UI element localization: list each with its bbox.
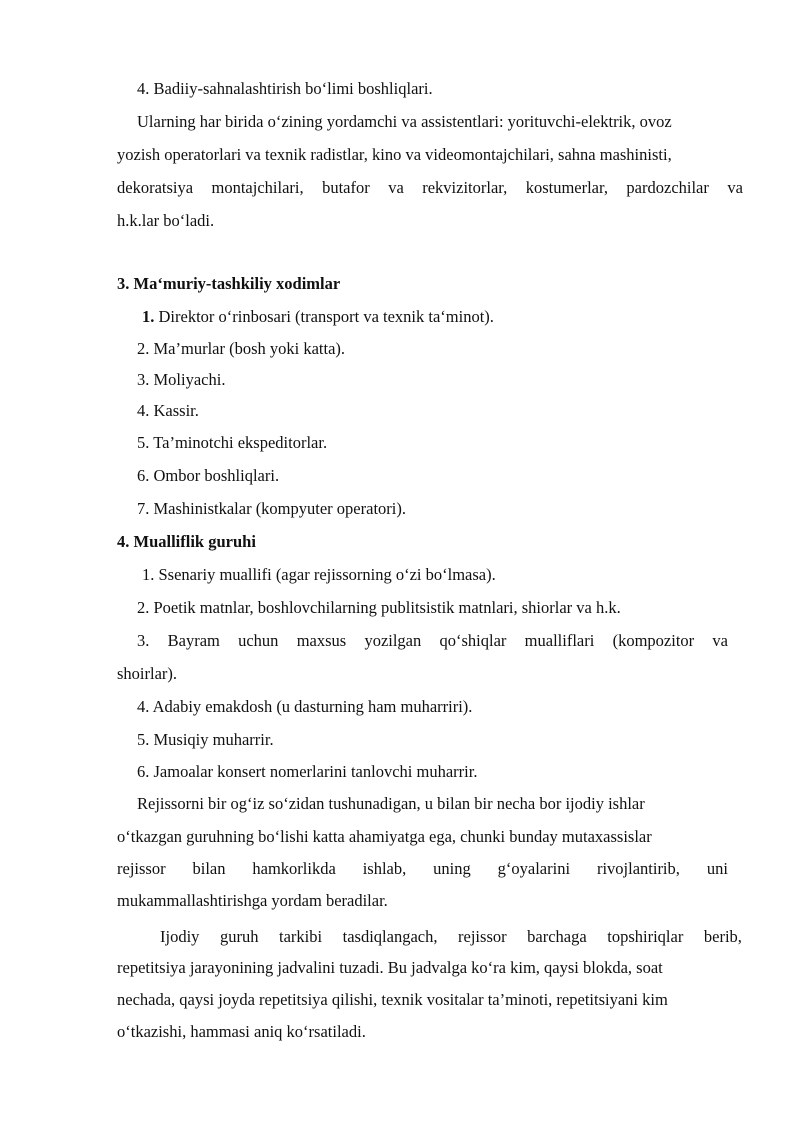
word: barchaga bbox=[527, 927, 587, 946]
paragraph-line: Rejissorni bir og‘iz so‘zidan tushunadigan, u bilan bir necha bor ijodiy ishlar bbox=[137, 794, 645, 813]
word: uni bbox=[706, 859, 728, 878]
list-item bbox=[142, 306, 494, 328]
word: hamkorlikda bbox=[252, 859, 336, 878]
word: rivojlantirib, bbox=[596, 859, 680, 878]
list-number: 1. bbox=[142, 307, 155, 326]
list-text: Direktor o‘rinbosari (transport va texnik ta‘minot). bbox=[154, 307, 494, 326]
word: uning bbox=[433, 859, 471, 878]
word: va bbox=[388, 178, 404, 197]
list-item: 4. Adabiy emakdosh (u dasturning ham muharriri). bbox=[137, 697, 473, 716]
word: butafor bbox=[322, 178, 370, 197]
paragraph-line: h.k.lar bo‘ladi. bbox=[117, 211, 215, 230]
word: kostumerlar, bbox=[525, 178, 608, 197]
word: rekvizitorlar, bbox=[422, 178, 508, 197]
word: berib, bbox=[703, 927, 742, 946]
section-heading: 3. Ma‘muriy-tashkiliy xodimlar bbox=[117, 274, 341, 293]
word: guruh bbox=[219, 927, 259, 946]
word: pardozchilar bbox=[626, 178, 709, 197]
word: mualliflari bbox=[524, 631, 595, 650]
list-item: 2. Poetik matnlar, boshlovchilarning publitsistik matnlari, shiorlar va h.k. bbox=[137, 598, 621, 617]
section-heading: 4. Mualliflik guruhi bbox=[117, 532, 256, 551]
paragraph-line-justified bbox=[160, 926, 742, 948]
list-item-continuation: shoirlar). bbox=[117, 664, 178, 683]
list-item: 6. Jamoalar konsert nomerlarini tanlovchi muharrir. bbox=[137, 762, 478, 781]
word: yozilgan bbox=[364, 631, 422, 650]
word: (kompozitor bbox=[612, 631, 695, 650]
list-item: 3. Moliyachi. bbox=[137, 370, 226, 389]
paragraph-line: nechada, qaysi joyda repetitsiya qilishi, texnik vositalar ta’minoti, repetitsiyani kim bbox=[117, 990, 668, 1009]
word: va bbox=[712, 631, 728, 650]
word: maxsus bbox=[296, 631, 347, 650]
word: uchun bbox=[238, 631, 279, 650]
paragraph-line: repetitsiya jarayonining jadvalini tuzadi. Bu jadvalga ko‘ra kim, qaysi blokda, soat bbox=[117, 958, 663, 977]
word: g‘oyalarini bbox=[497, 859, 571, 878]
list-item: 7. Mashinistkalar (kompyuter operatori). bbox=[137, 499, 406, 518]
word: rejissor bbox=[117, 859, 166, 878]
list-item: 5. Ta’minotchi ekspeditorlar. bbox=[137, 433, 328, 452]
list-item: 5. Musiqiy muharrir. bbox=[137, 730, 274, 749]
word: va bbox=[727, 178, 743, 197]
list-item: 4. Kassir. bbox=[137, 401, 199, 420]
list-item: 1. Ssenariy muallifi (agar rejissorning o‘zi bo‘lmasa). bbox=[142, 565, 496, 584]
word: Bayram bbox=[167, 631, 220, 650]
word: Ijodiy bbox=[160, 927, 200, 946]
word: tarkibi bbox=[279, 927, 323, 946]
list-item: 2. Ma’murlar (bosh yoki katta). bbox=[137, 339, 346, 358]
word: tasdiqlangach, bbox=[342, 927, 438, 946]
list-item-justified bbox=[137, 630, 728, 652]
list-item: 6. Ombor boshliqlari. bbox=[137, 466, 280, 485]
word: ishlab, bbox=[362, 859, 407, 878]
paragraph-line: yozish operatorlari va texnik radistlar, kino va videomontajchilari, sahna mashinisti, bbox=[117, 145, 672, 164]
paragraph-line: Ularning har birida o‘zining yordamchi va assistentlari: yorituvchi-elektrik, ovoz bbox=[137, 112, 672, 131]
paragraph-line: o‘tkazishi, hammasi aniq ko‘rsatiladi. bbox=[117, 1022, 366, 1041]
word: topshiriqlar bbox=[607, 927, 684, 946]
word: qo‘shiqlar bbox=[439, 631, 507, 650]
word: dekoratsiya bbox=[117, 178, 194, 197]
paragraph-line-justified bbox=[117, 177, 743, 199]
word: rejissor bbox=[458, 927, 507, 946]
word: bilan bbox=[192, 859, 226, 878]
word: 3. bbox=[137, 631, 150, 650]
list-item: 4. Badiiy-sahnalashtirish bo‘limi boshliqlari. bbox=[137, 79, 433, 98]
paragraph-line: mukammallashtirishga yordam beradilar. bbox=[117, 891, 388, 910]
word: montajchilari, bbox=[211, 178, 304, 197]
paragraph-line-justified bbox=[117, 858, 728, 880]
paragraph-line: o‘tkazgan guruhning bo‘lishi katta ahamiyatga ega, chunki bunday mutaxassislar bbox=[117, 827, 652, 846]
